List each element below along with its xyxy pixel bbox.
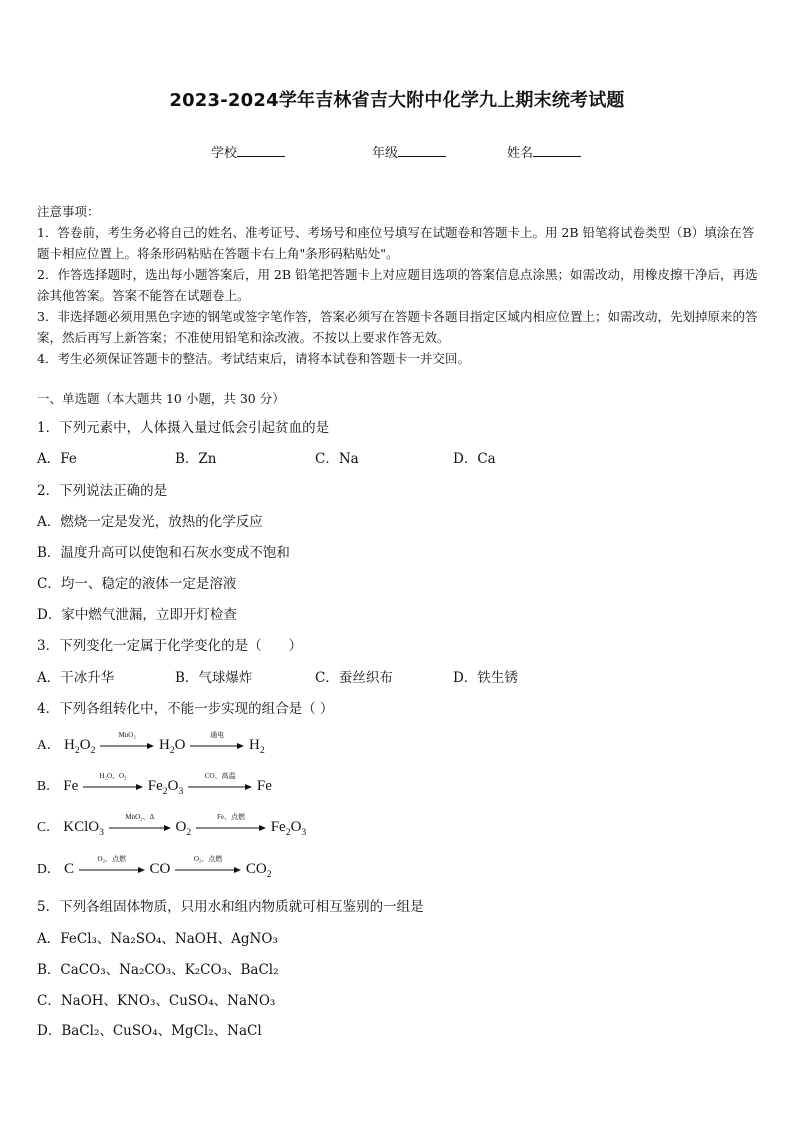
q4-c-label: C． — [37, 819, 60, 834]
q1-option-b: B．Zn — [175, 451, 217, 467]
reaction-arrow — [190, 730, 244, 750]
q3-option-a: A．干冰升华 — [37, 670, 115, 686]
q2-option-a: A．燃烧一定是发光，放热的化学反应 — [37, 514, 263, 530]
q1-option-d: D．Ca — [453, 451, 496, 467]
reaction-arrow — [83, 771, 143, 791]
q2-option-b: B．温度升高可以使饱和石灰水变成不饱和 — [37, 545, 290, 561]
formula-h2o2: $H_2O_2$ — [64, 737, 96, 756]
formula-co: CO — [149, 861, 171, 877]
q4-option-c — [37, 812, 307, 838]
formula-fe2o3: $Fe_2O_3$ — [270, 819, 307, 838]
grade-label: 年级 — [372, 146, 399, 161]
name-label: 姓名 — [507, 146, 534, 161]
q1-option-c: C．Na — [315, 451, 359, 467]
condition-label: O₂、点燃 — [193, 854, 223, 863]
name-field — [507, 142, 581, 161]
grade-field — [372, 142, 446, 161]
q2-option-c: C．均一、稳定的液体一定是溶液 — [37, 576, 237, 592]
condition-label: H₂O、O₂ — [99, 771, 127, 780]
notice-item: 1．答卷前，考生务必将自己的姓名、准考证号、考场号和座位号填写在试题卷和答题卡上。用 2B 铅笔将试卷类型（B）填涂在答题卡相应位置上。将条形码粘贴在答题卡右上角"条形码粘贴处"。 — [37, 225, 755, 261]
formula-h2o: $H_2O$ — [158, 737, 186, 756]
condition-label: 通电 — [210, 730, 225, 739]
q5-option-c: C．NaOH、KNO₃、CuSO₄、NaNO₃ — [37, 993, 276, 1009]
formula-fe: Fe — [63, 778, 79, 794]
reaction-arrow — [188, 771, 252, 791]
question-1-stem: 1．下列元素中，人体摄入量过低会引起贫血的是 — [37, 420, 330, 436]
question-5-stem: 5．下列各组固体物质，只用水和组内物质就可相互鉴别的一组是 — [37, 899, 424, 915]
q4-b-label: B． — [37, 778, 60, 793]
formula-fe2o3: $Fe_2O_3$ — [147, 778, 184, 797]
condition-label: CO、高温 — [204, 771, 236, 780]
formula-co2: $CO_2$ — [245, 861, 272, 880]
q3-option-b: B．气球爆炸 — [175, 670, 253, 686]
notice-block — [37, 201, 759, 369]
notice-item: 4．考生必须保证答题卡的整洁。考试结束后，请将本试卷和答题卡一并交回。 — [37, 351, 470, 366]
page-title: 2023-2024学年吉林省吉大附中化学九上期末统考试题 — [169, 90, 625, 111]
reaction-arrow — [100, 730, 154, 750]
name-blank — [533, 144, 581, 157]
school-field — [211, 142, 285, 161]
school-blank — [237, 144, 285, 157]
reaction-arrow — [175, 854, 241, 874]
formula-c: C — [64, 861, 75, 877]
q5-option-a: A．FeCl₃、Na₂SO₄、NaOH、AgNO₃ — [37, 931, 278, 947]
notice-item: 3．非选择题必须用黑色字迹的钢笔或签字笔作答，答案必须写在答题卡各题目指定区域内相应位置上；如需改动，先划掉原来的答案，然后再写上新答案；不准使用铅笔和涂改液。不按以上要求作答无效。 — [37, 309, 758, 345]
q4-option-d — [37, 854, 272, 880]
q5-option-b: B．CaCO₃、Na₂CO₃、K₂CO₃、BaCl₂ — [37, 962, 279, 978]
question-3-stem: 3．下列变化一定属于化学变化的是（ ） — [37, 638, 303, 654]
reaction-arrow — [196, 812, 266, 832]
notice-item: 2．作答选择题时，选出每小题答案后，用 2B 铅笔把答题卡上对应题目选项的答案信息点涂黑；如需改动，用橡皮擦干净后，再选涂其他答案。答案不能答在试题卷上。 — [37, 267, 758, 303]
formula-o2: $O_2$ — [175, 819, 192, 838]
notice-heading: 注意事项： — [37, 204, 100, 219]
q2-option-d: D．家中燃气泄漏，立即开灯检查 — [37, 607, 237, 623]
condition-label: MnO₂ — [118, 730, 136, 739]
school-label: 学校 — [211, 146, 238, 161]
condition-label: O₂、点燃 — [97, 854, 127, 863]
formula-h2: $H_2$ — [249, 737, 265, 756]
condition-label: Fe、点燃 — [216, 812, 245, 821]
q3-option-d: D．铁生锈 — [453, 670, 518, 686]
q4-a-label: A． — [37, 737, 61, 752]
condition-label: MnO₂、Δ — [125, 812, 155, 821]
question-4-stem: 4．下列各组转化中，不能一步实现的组合是（ ） — [37, 701, 334, 717]
question-2-stem: 2．下列说法正确的是 — [37, 483, 168, 499]
section-heading: 一、单选题（本大题共 10 小题，共 30 分） — [37, 391, 285, 406]
q4-option-b — [37, 771, 272, 797]
q5-option-d: D．BaCl₂、CuSO₄、MgCl₂、NaCl — [37, 1023, 262, 1039]
q3-option-c: C．蚕丝织布 — [315, 670, 393, 686]
formula-fe: Fe — [256, 778, 272, 794]
grade-blank — [398, 144, 446, 157]
q4-option-a — [37, 730, 265, 756]
reaction-arrow — [109, 812, 171, 832]
reaction-arrow — [79, 854, 145, 874]
formula-kclo3: KClO$_3$ — [63, 819, 104, 838]
q1-option-a: A．Fe — [37, 451, 77, 467]
q4-d-label: D． — [37, 861, 61, 876]
